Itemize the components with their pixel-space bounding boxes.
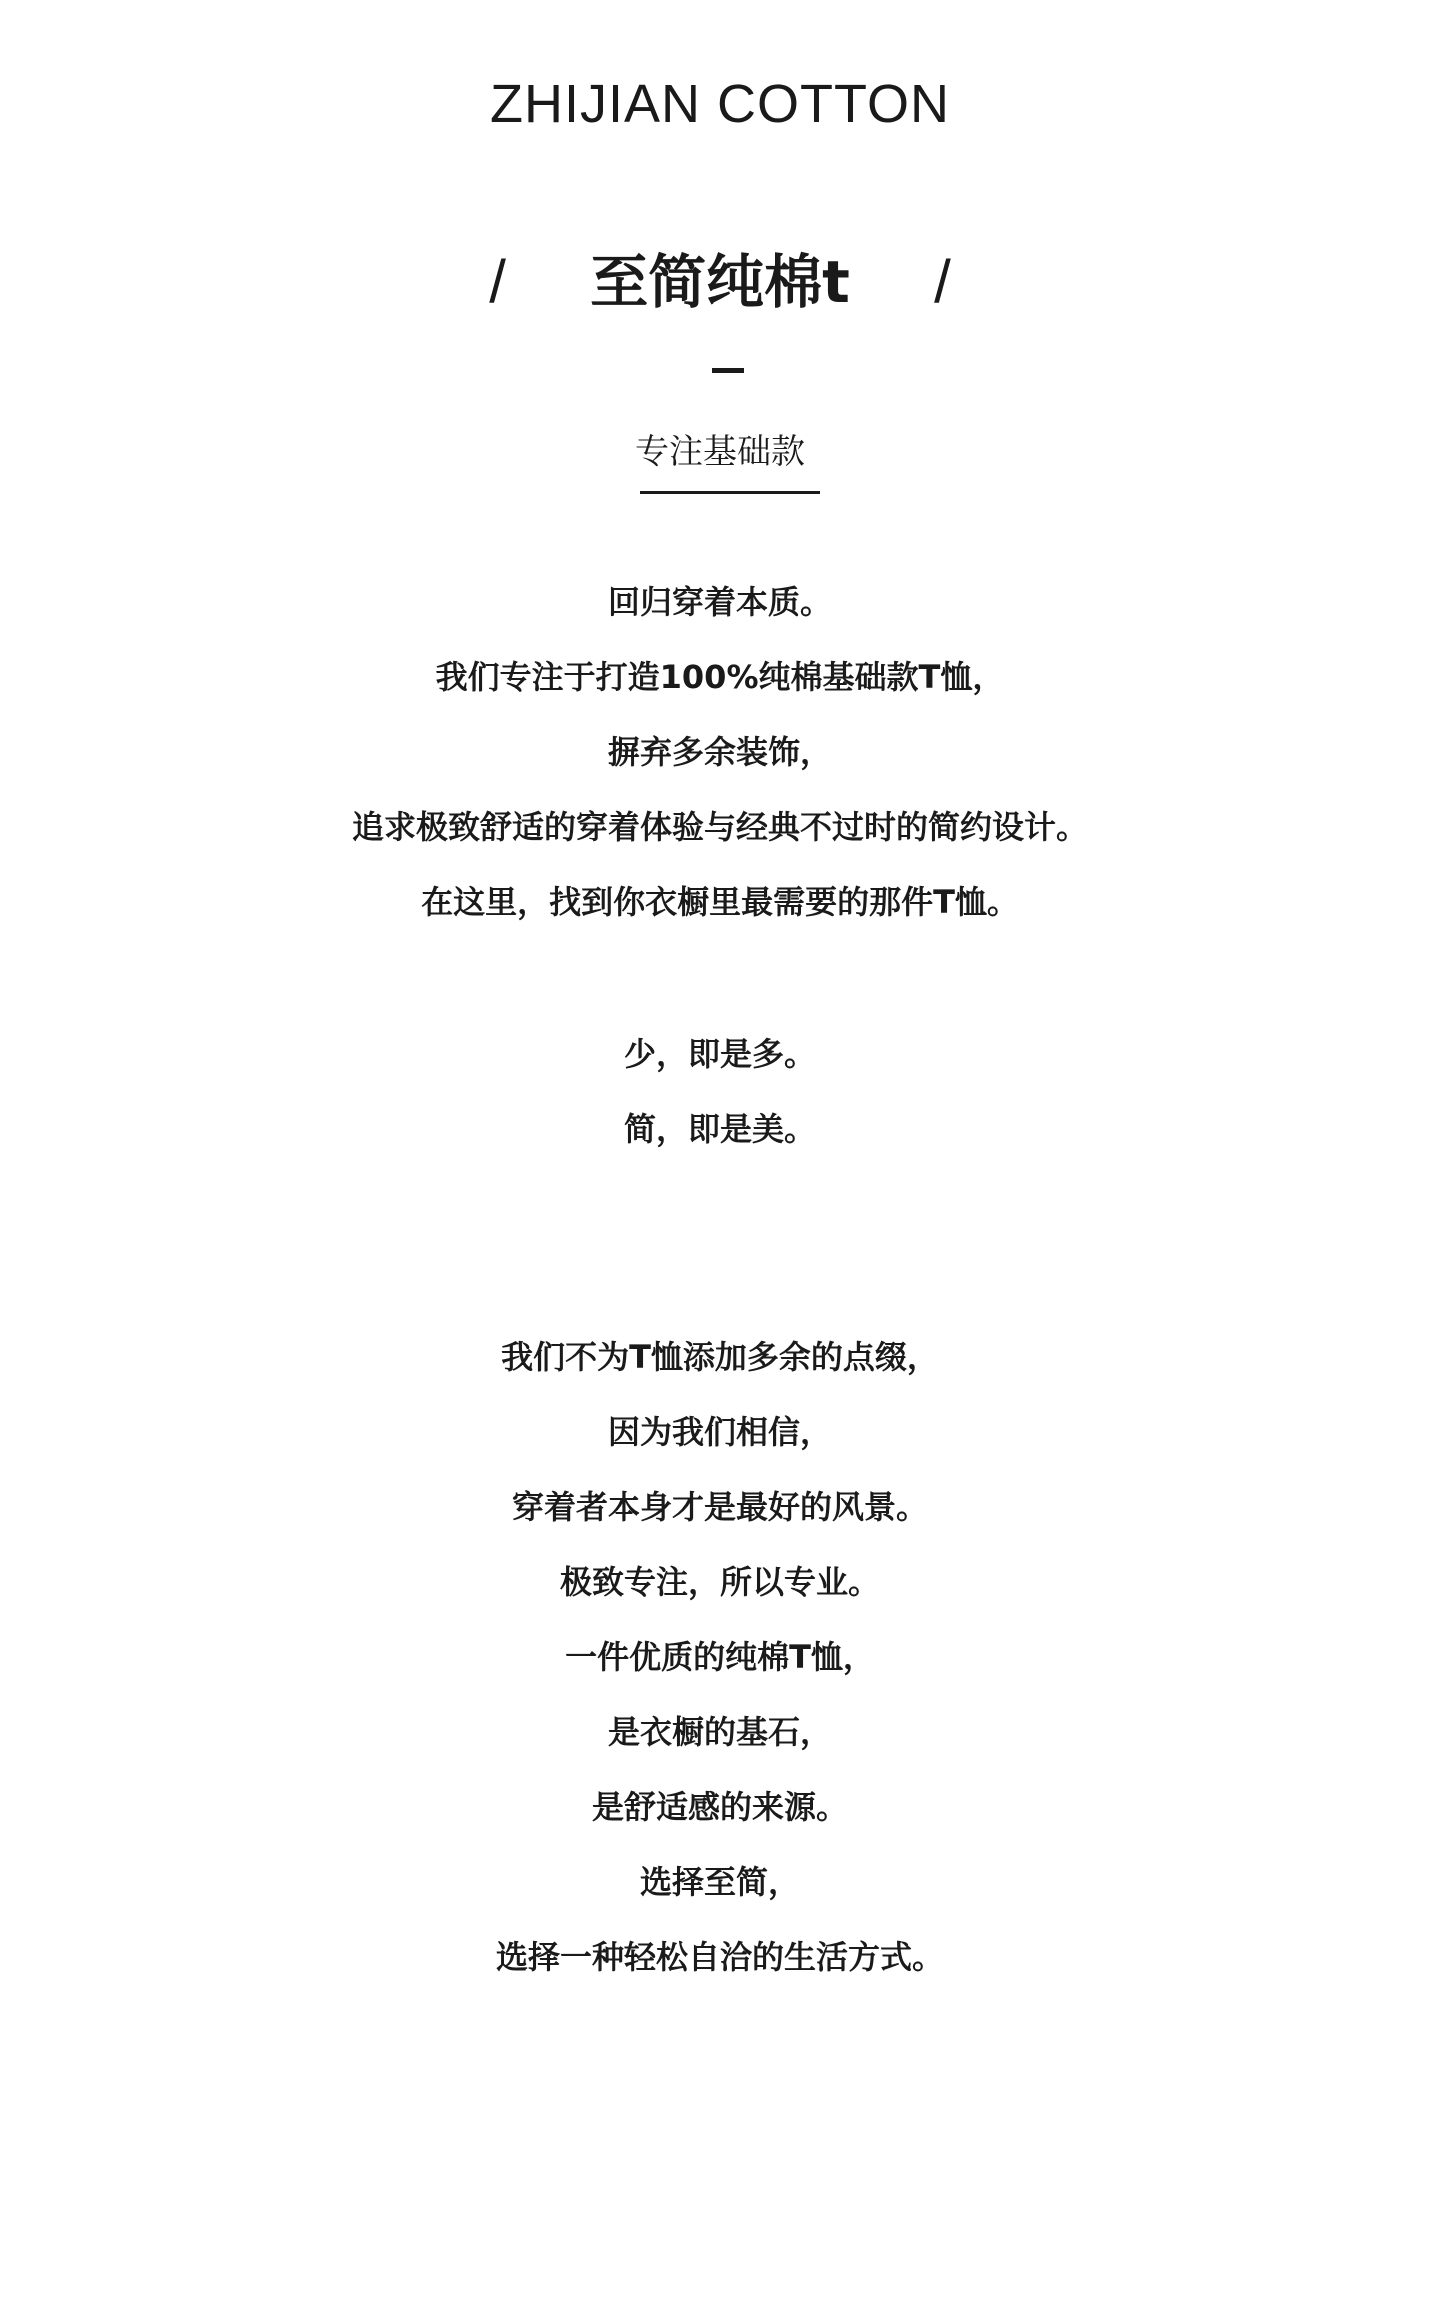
text-line: 是舒适感的来源。	[591, 1788, 848, 1826]
text-line: 一件优质的纯棉T恤，	[565, 1638, 875, 1676]
text-line: 是衣橱的基石，	[607, 1713, 832, 1751]
intro-paragraph	[0, 565, 1440, 940]
text-line: 我们专注于打造100%纯棉基础款T恤，	[435, 658, 1005, 696]
text-line: 少，即是多。	[623, 1035, 816, 1073]
text-line: 在这里，找到你衣橱里最需要的那件T恤。	[421, 883, 1019, 921]
text-line: 极致专注，所以专业。	[559, 1563, 880, 1601]
subtitle: 专注基础款	[635, 432, 805, 472]
text-line: 追求极致舒适的穿着体验与经典不过时的简约设计。	[351, 808, 1088, 846]
text-line: 简，即是美。	[623, 1110, 816, 1148]
brand-wordmark: ZHIJIAN COTTON	[489, 74, 950, 134]
text-line: 选择至简，	[639, 1863, 800, 1901]
title-slash-right: /	[934, 248, 951, 315]
motto-paragraph	[0, 1017, 1440, 1167]
text-line: 摒弃多余装饰，	[607, 733, 832, 771]
text-line: 穿着者本身才是最好的风景。	[511, 1488, 928, 1526]
text-line: 我们不为T恤添加多余的点缀，	[501, 1338, 939, 1376]
title-text: 至简纯棉t	[590, 248, 850, 316]
philosophy-paragraph	[0, 1320, 1440, 1995]
title-dash-divider	[712, 368, 744, 373]
section-title	[0, 242, 1440, 322]
text-line: 选择一种轻松自洽的生活方式。	[495, 1938, 944, 1976]
text-line: 回归穿着本质。	[607, 583, 832, 621]
title-slash-left: /	[489, 248, 506, 315]
subtitle-underline	[640, 491, 820, 494]
text-line: 因为我们相信，	[607, 1413, 832, 1451]
